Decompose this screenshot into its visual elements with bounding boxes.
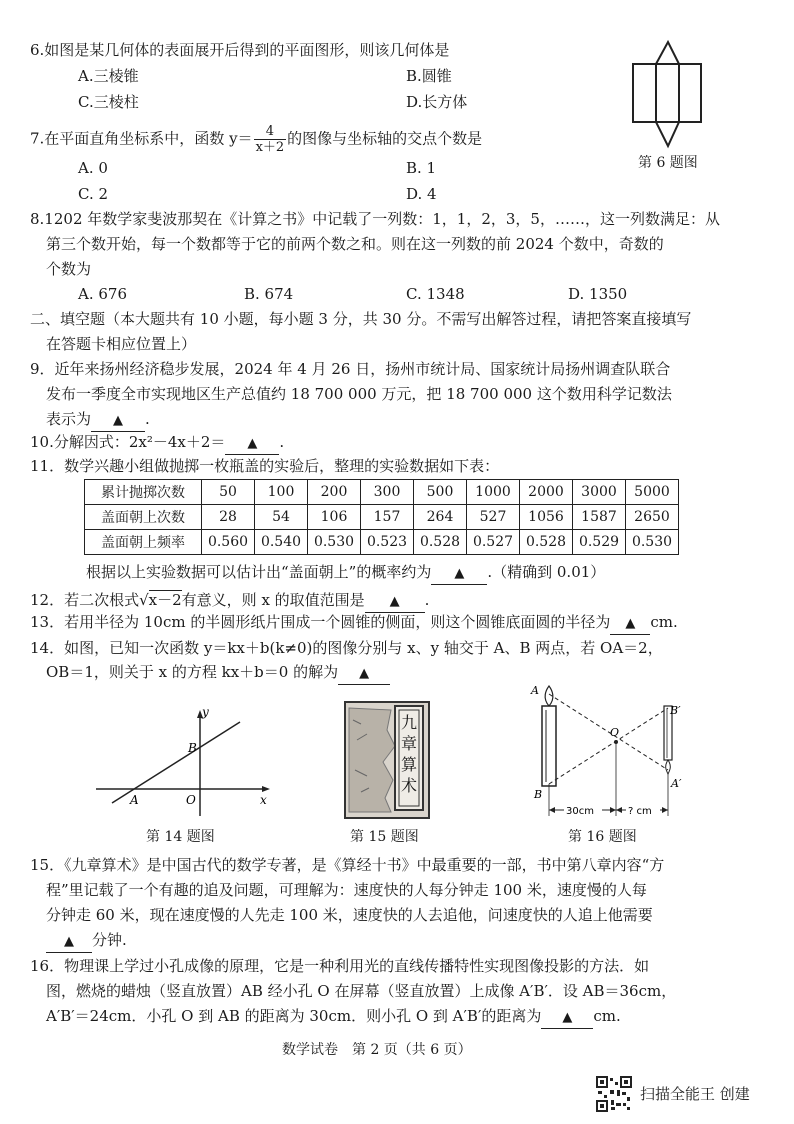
fig16-caption: 第 16 题图 [568,829,637,845]
page-footer: 数学试卷 第 2 页（共 6 页） [282,1042,472,1058]
q16-line3-text: A′B′＝24cm．小孔 O 到 AB 的距离为 30cm．则小孔 O 到 A′B′的距离为 [46,1007,542,1025]
q7-stem-post: 的图像与坐标轴的交点个数是 [287,129,483,148]
table-cell: 0.529 [573,530,626,555]
q12-post: 有意义，则 x 的取值范围是 [181,591,365,609]
scanner-watermark-text: 扫描全能王 创建 [640,1085,750,1103]
fig14-label-a: A [130,793,139,807]
q11-answer-blank: ▲ [431,564,487,585]
q9-line3-text: 表示为 [46,410,92,428]
table-row [85,505,679,530]
table-row [85,480,679,505]
q12-line: 12．若二次根式√x－2有意义，则 x 的取值范围是 ▲ . [30,590,429,613]
q6-figure-net [628,38,708,150]
table-cell: 1587 [573,505,626,530]
table-cell: 0.560 [202,530,255,555]
qr-code-icon [596,1076,632,1112]
fig15-book-title: 九章算术 [400,713,417,795]
fig14-label-o: O [186,793,196,807]
q13-stem: 13．若用半径为 10cm 的半圆形纸片围成一个圆锥的侧面，则这个圆锥底面圆的半径为 [30,613,611,631]
fig14-caption: 第 14 题图 [146,829,215,845]
q11-after-pre: 根据以上实验数据可以估计出“盖面朝上”的概率约为 [86,563,432,581]
q15-line3: 分钟走 60 米，现在速度慢的人先走 100 米，速度快的人去追他，问速度快的人追上他需要 [46,906,653,924]
fig16-distance-unknown: ? cm [628,806,652,817]
table-cell: 500 [414,480,467,505]
table-cell: 0.528 [520,530,573,555]
table-cell: 157 [361,505,414,530]
table-cell: 200 [308,480,361,505]
table-cell: 3000 [573,480,626,505]
q12-pre: 12．若二次根式 [30,591,140,609]
table-cell: 100 [255,480,308,505]
table-cell: 28 [202,505,255,530]
table-cell: 2000 [520,480,573,505]
q13-answer-blank: ▲ [610,614,650,635]
q12-answer-blank: ▲ [365,592,425,613]
q10-answer-blank: ▲ [225,434,279,455]
fig16-label-b: B [534,788,543,801]
table-cell: 0.528 [414,530,467,555]
q7-stem-pre: 7.在平面直角坐标系中，函数 y＝ [30,129,253,148]
table-cell: 106 [308,505,361,530]
fig14-label-x: x [260,793,267,807]
table-cell: 0.530 [626,530,679,555]
q8-line2: 第三个数开始，每一个数都等于它的前两个数之和。则在这一列数的前 2024 个数中，奇数的 [46,235,664,253]
table-cell: 0.523 [361,530,414,555]
q8-line3: 个数为 [46,260,92,278]
q7-fraction-numerator: 4 [254,124,287,140]
table-cell: 0.530 [308,530,361,555]
q7-option-b: B. 1 [406,159,437,177]
q7-option-a: A. 0 [78,159,108,177]
q15-answer-blank: ▲ [46,932,92,953]
fig14-label-y: y [202,705,209,719]
table-cell: 264 [414,505,467,530]
q16-line3 [46,1006,621,1029]
fig16-distance-30cm: 30cm [566,806,594,817]
q7-option-c: C. 2 [78,185,109,203]
table-cell: 50 [202,480,255,505]
q6-stem: 6.如图是某几何体的表面展开后得到的平面图形，则该几何体是 [30,41,450,59]
fig14-coordinate-graph [90,700,280,818]
q6-figure-caption: 第 6 题图 [638,155,698,171]
table-cell: 5000 [626,480,679,505]
q10-line: 10.分解因式：2x²－4x＋2＝ ▲ . [30,432,284,455]
table-row-header: 累计抛掷次数 [85,480,202,505]
table-cell: 0.527 [467,530,520,555]
q15-line4-text: 分钟. [92,931,127,949]
q14-line1: 14．如图，已知一次函数 y＝kx＋b(k≠0)的图像分别与 x、y 轴交于 A、B 两点，若 OA＝2， [30,639,663,657]
table-cell: 0.540 [255,530,308,555]
q14-line2 [46,662,390,685]
q7-option-d: D. 4 [406,185,437,203]
q9-line1: 9．近年来扬州经济稳步发展，2024 年 4 月 26 日，扬州市统计局、国家统计局扬州调查队联合 [30,360,671,378]
q6-option-a: A.三棱锥 [78,67,139,85]
radical-sign-icon: √ [139,591,149,609]
table-row-header: 盖面朝上次数 [85,505,202,530]
fig15-caption: 第 15 题图 [350,829,419,845]
q11-after-line [86,562,605,585]
q16-unit: cm. [593,1007,621,1025]
q11-stem: 11．数学兴趣小组做抛掷一枚瓶盖的实验后，整理的实验数据如下表： [30,457,500,475]
table-cell: 300 [361,480,414,505]
fig14-label-b: B [188,741,197,755]
q16-answer-blank: ▲ [541,1008,593,1029]
fig16-label-a: A [531,684,539,697]
q11-data-table [84,479,679,555]
q7-stem [30,124,482,155]
q15-line1: 15．《九章算术》是中国古代的数学专著，是《算经十书》中最重要的一部，书中第八章内容“方 [30,856,665,874]
q15-line2: 程”里记载了一个有趣的追及问题，可理解为：速度快的人每分钟走 100 米，速度慢的人每 [46,881,647,899]
q6-option-d: D.长方体 [406,93,468,111]
fig16-pinhole-diagram [530,684,700,824]
q6-option-b: B.圆锥 [406,67,452,85]
q8-option-c: C. 1348 [406,285,465,303]
table-cell: 1000 [467,480,520,505]
table-cell: 1056 [520,505,573,530]
q13-unit: cm. [650,613,678,631]
q8-option-a: A. 676 [78,285,127,303]
q13-line [30,612,678,635]
q16-line1: 16．物理课上学过小孔成像的原理，它是一种利用光的直线传播特性实现图像投影的方法．如 [30,957,650,975]
fig16-label-o: O [610,726,620,739]
q10-stem: 10.分解因式：2x²－4x＋2＝ [30,433,226,451]
q15-line4 [46,930,127,953]
table-cell: 54 [255,505,308,530]
table-row [85,530,679,555]
q9-line2: 发布一季度全市实现地区生产总值约 18 700 000 万元，把 18 700 000 这个数用科学记数法 [46,385,672,403]
q14-answer-blank: ▲ [338,664,390,685]
fig16-label-b-prime: B′ [670,704,681,717]
q16-line2: 图，燃烧的蜡烛（竖直放置）AB 经小孔 O 在屏幕（竖直放置）上成像 A′B′．设 AB＝36cm， [46,982,677,1000]
section2-header-line1: 二、填空题（本大题共有 10 小题，每小题 3 分，共 30 分。不需写出解答过程，请把答案直接填写 [30,310,692,328]
q12-radicand: x－2 [148,591,182,609]
table-cell: 527 [467,505,520,530]
section2-header-line2: 在答题卡相应位置上） [46,335,197,353]
q8-option-b: B. 674 [244,285,294,303]
q14-line2-text: OB＝1，则关于 x 的方程 kx＋b＝0 的解为 [46,663,339,681]
fig16-label-a-prime: A′ [671,777,682,790]
q9-line3: 表示为 ▲ . [46,409,150,432]
q11-after-post: .（精确到 0.01） [487,563,606,581]
table-row-header: 盖面朝上频率 [85,530,202,555]
q9-answer-blank: ▲ [91,411,145,432]
q7-fraction-denominator: x＋2 [255,140,285,155]
q8-option-d: D. 1350 [568,285,628,303]
q6-option-c: C.三棱柱 [78,93,139,111]
q8-line1: 8.1202 年数学家斐波那契在《计算之书》中记载了一列数：1，1，2，3，5，……，这一列数满足：从 [30,210,720,228]
table-cell: 2650 [626,505,679,530]
